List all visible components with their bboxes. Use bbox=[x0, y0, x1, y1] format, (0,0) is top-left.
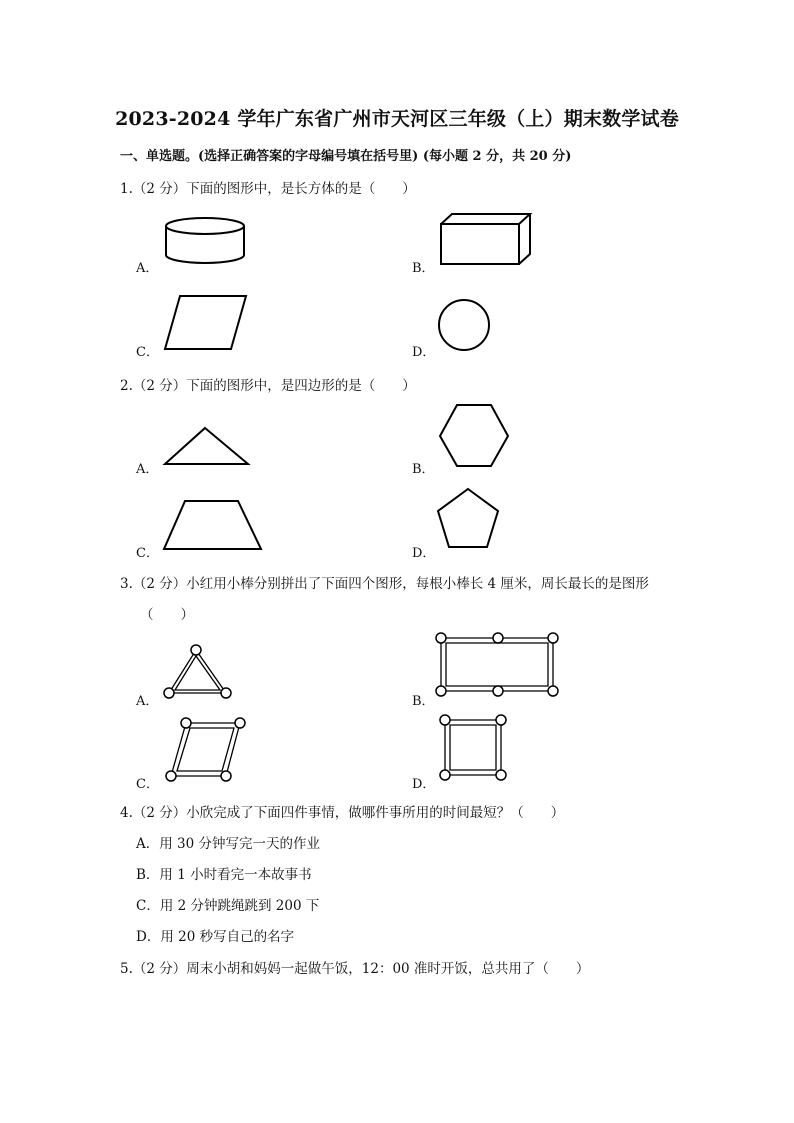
cylinder-icon bbox=[160, 213, 260, 273]
q4-choice-a: A．用 30 分钟写完一天的作业 bbox=[136, 836, 321, 852]
q1-option-a-label: A． bbox=[136, 261, 159, 276]
section-heading: 一、单选题。(选择正确答案的字母编号填在括号里) (每小题 2 分，共 20 分) bbox=[120, 149, 572, 164]
q2-option-d-label: D． bbox=[412, 546, 436, 561]
q4-choice-b: B．用 1 小时看完一本故事书 bbox=[136, 867, 312, 883]
q4-choice-c: C．用 2 分钟跳绳跳到 200 下 bbox=[136, 898, 320, 914]
q1-option-b-label: B． bbox=[412, 261, 435, 276]
q1-option-d-label: D． bbox=[412, 345, 436, 360]
cuboid-icon bbox=[436, 210, 536, 270]
hexagon-icon bbox=[436, 402, 516, 472]
parallelogram-icon bbox=[160, 293, 260, 355]
stick-triangle-icon bbox=[160, 640, 240, 702]
stick-parallelogram-icon bbox=[160, 712, 250, 787]
page-title: 2023-2024 学年广东省广州市天河区三年级（上）期末数学试卷 bbox=[115, 108, 679, 130]
stick-rectangle-icon bbox=[432, 628, 564, 700]
q3-option-d-label: D． bbox=[412, 777, 436, 792]
q3-option-b-label: B． bbox=[412, 694, 435, 709]
triangle-icon bbox=[160, 422, 260, 472]
stick-square-icon bbox=[436, 710, 516, 785]
q2-option-c-label: C． bbox=[136, 546, 159, 561]
q1-option-c-label: C． bbox=[136, 345, 159, 360]
question-3-stem-cont: （ ） bbox=[140, 607, 194, 623]
circle-icon bbox=[436, 297, 496, 357]
q3-option-a-label: A． bbox=[136, 694, 159, 709]
question-5-stem: 5.（2 分）周末小胡和妈妈一起做午饭，12：00 准时开饭，总共用了（ ） bbox=[120, 961, 590, 977]
question-1-stem: 1.（2 分）下面的图形中，是长方体的是（ ） bbox=[120, 181, 416, 197]
q4-choice-d: D．用 20 秒写自己的名字 bbox=[136, 929, 295, 945]
q2-option-b-label: B． bbox=[412, 462, 435, 477]
q3-option-c-label: C． bbox=[136, 777, 159, 792]
pentagon-icon bbox=[436, 485, 506, 555]
q2-option-a-label: A． bbox=[136, 462, 159, 477]
question-3-stem: 3.（2 分）小红用小棒分别拼出了下面四个图形，每根小棒长 4 厘米，周长最长的是图形 bbox=[120, 576, 649, 592]
question-4-stem: 4.（2 分）小欣完成了下面四件事情，做哪件事所用的时间最短？（ ） bbox=[120, 805, 565, 821]
trapezoid-icon bbox=[160, 496, 270, 556]
question-2-stem: 2.（2 分）下面的图形中，是四边形的是（ ） bbox=[120, 378, 416, 394]
